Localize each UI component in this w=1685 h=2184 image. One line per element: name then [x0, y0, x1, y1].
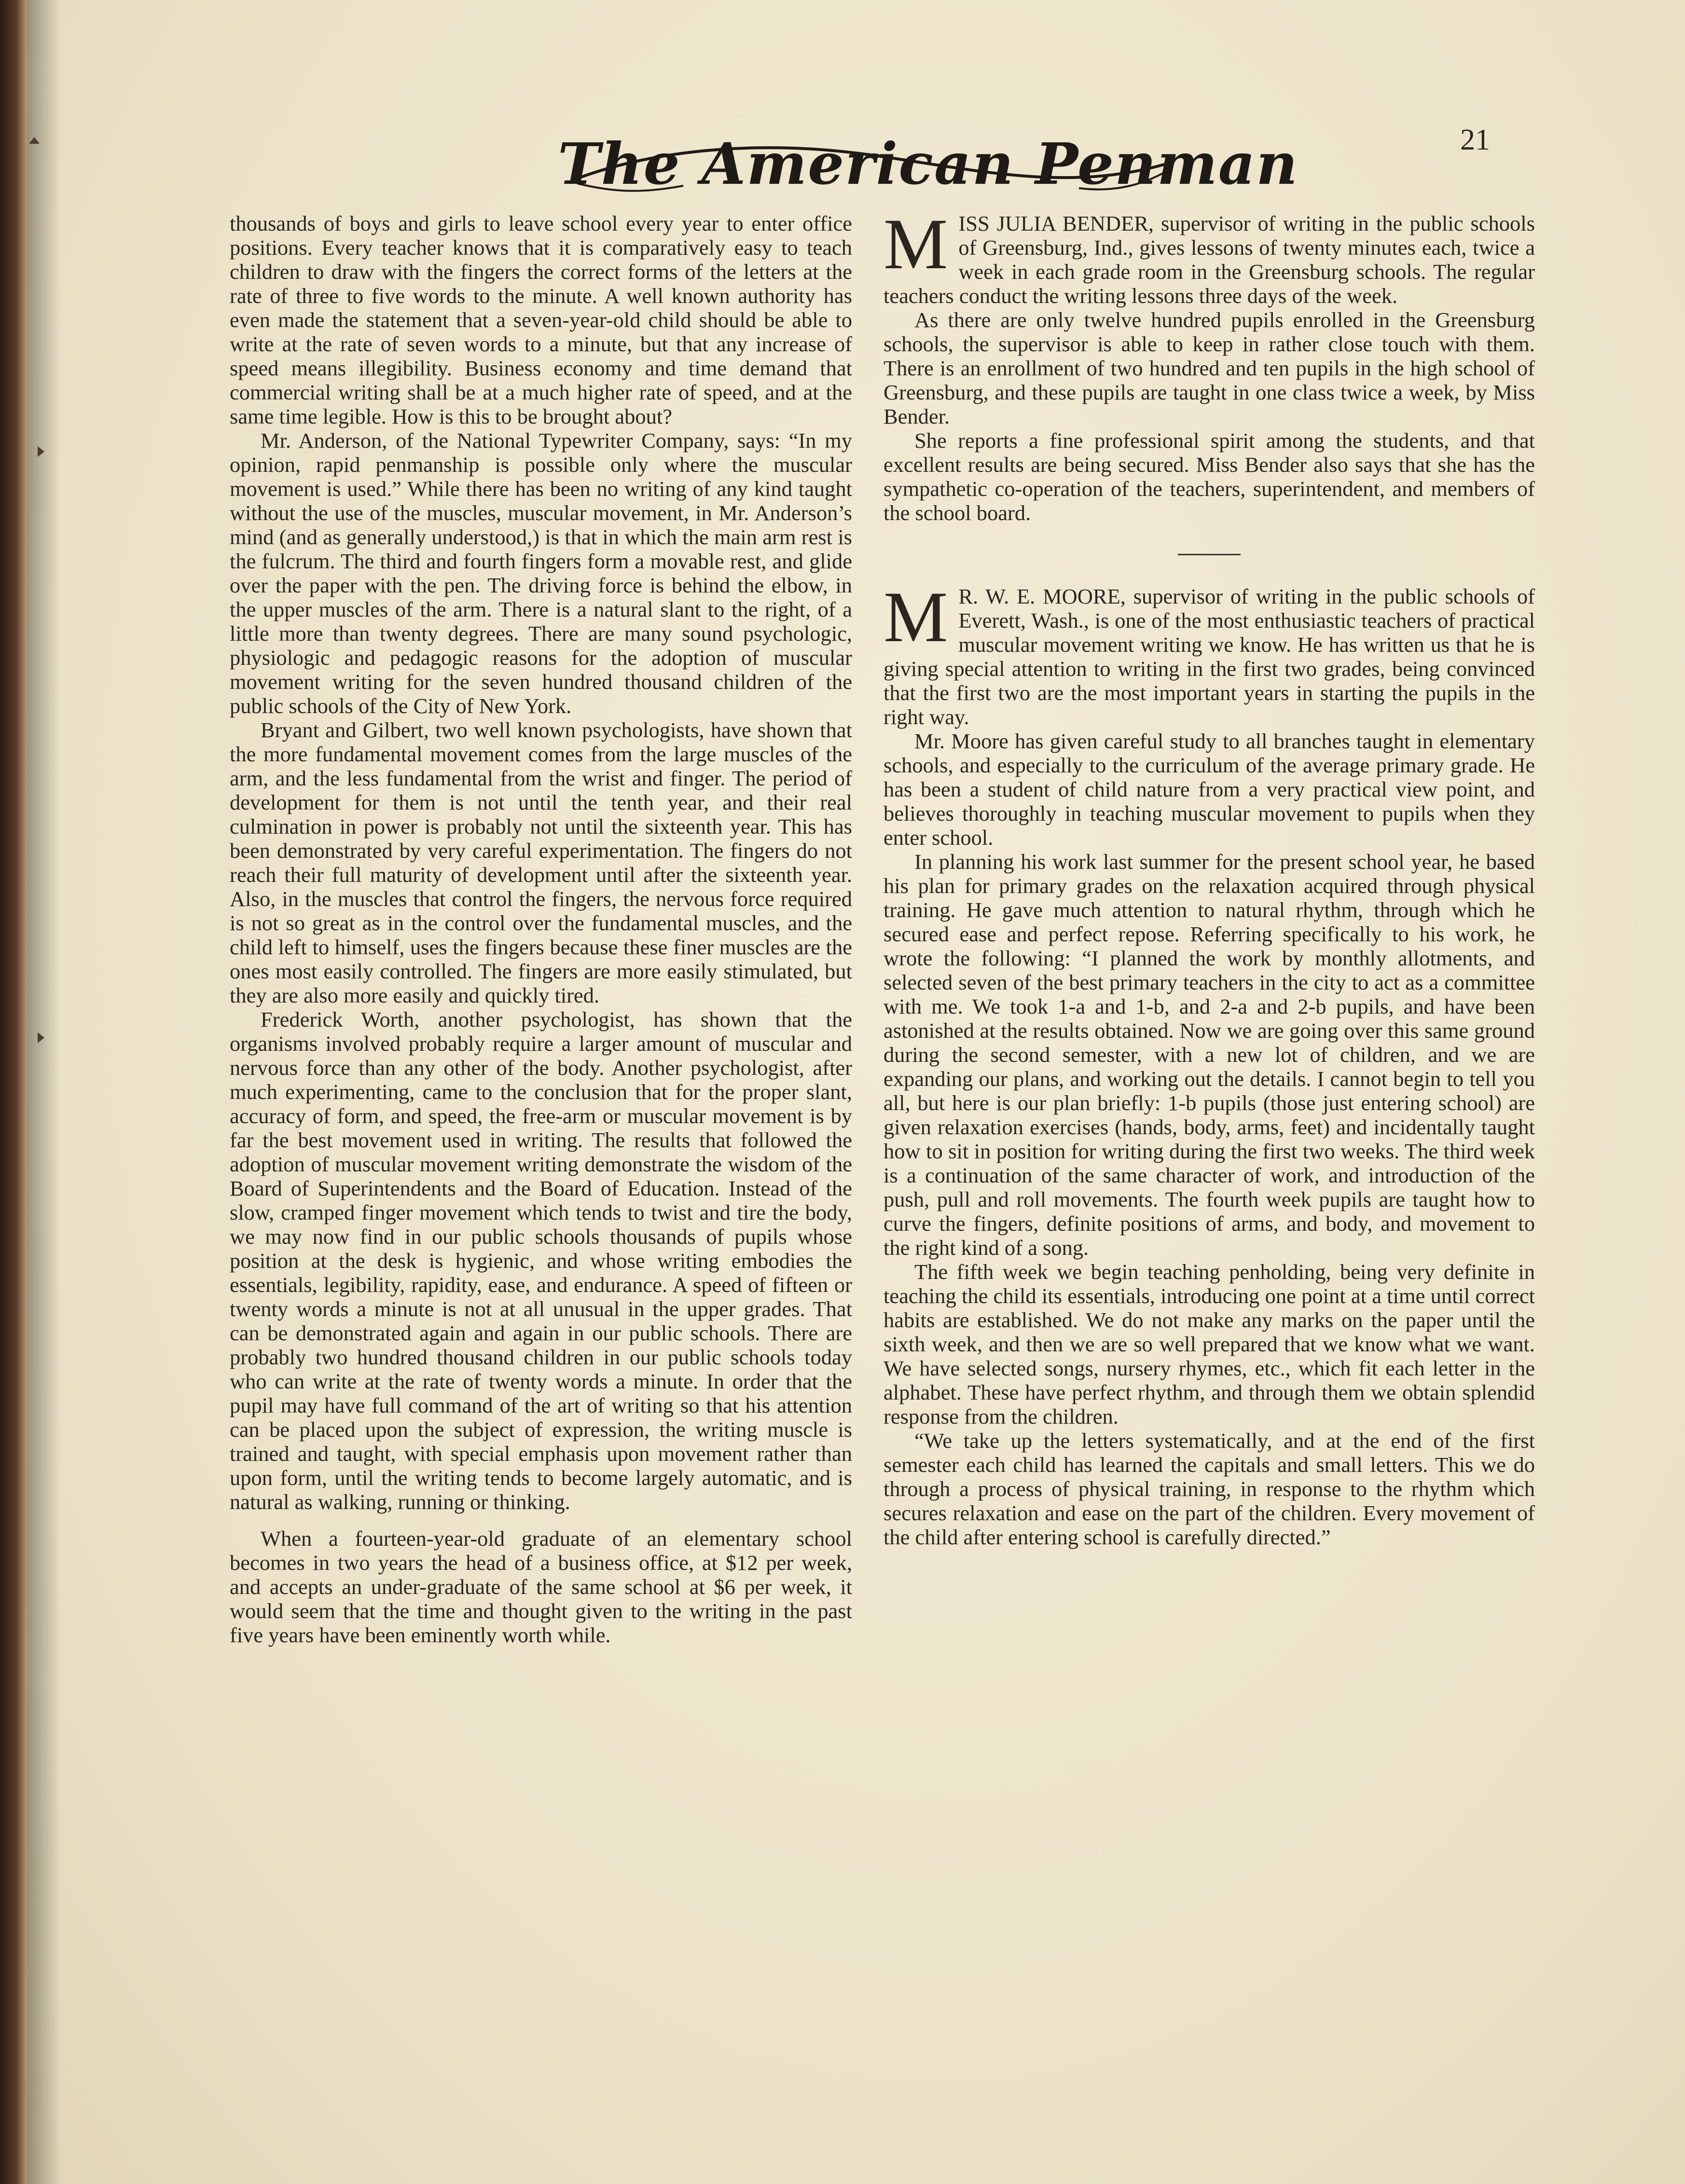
magazine-page: [27, 0, 1685, 2184]
masthead-title: The American Penman: [558, 130, 1298, 197]
masthead-flourish: [558, 121, 1298, 207]
article-moore-lead: [884, 577, 1535, 729]
paragraph: The fifth week we begin teaching penholding, being very definite in teaching the child its essentials, introducing one point at a time until correct habits are established. We do not make any marks on the paper until the sixth week, and then we are so well prepared that we know what we want. We have selected songs, nursery rhymes, etc., which fit each letter in the alphabet. These have perfect rhythm, and through them we obtain splendid response from the children.: [884, 1260, 1535, 1429]
right-column: [884, 204, 1535, 1852]
paragraph: She reports a fine professional spirit among the students, and that excellent results are being secured. Miss Bender also says that she has the sympathetic co-operation of the teachers, superintendent, and members of the school board.: [884, 428, 1535, 525]
paragraph: thousands of boys and girls to leave school every year to enter office positions. Every teacher knows that it is comparatively easy to teach children to draw with the fingers the correct forms of the letters at the rate of three to five words to the minute. A well known authority has even made the statement that a seven-year-old child should be able to write at the rate of seven words to a minute, but that any increase of speed means illegibility. Business economy and time demand that commercial writing shall be at a much higher rate of speed, and at the same time legible. How is this to be brought about?: [230, 211, 852, 428]
paragraph: Mr. Moore has given careful study to all branches taught in elementary schools, and especially to the curriculum of the average primary grade. He has been a student of child nature from a very practical view point, and believes thoroughly in teaching muscular movement to pupils when they enter school.: [884, 729, 1535, 850]
paragraph: Bryant and Gilbert, two well known psychologists, have shown that the more fundamental movement comes from the large muscles of the arm, and the less fundamental from the wrist and finger. The period of development for them is not until the tenth year, and their real culmination in power is probably not until the sixteenth year. This has been demonstrated by very careful experimentation. The fingers do not reach their full maturity of development until after the sixteenth year. Also, in the muscles that control the fingers, the nervous force required is not so great as in the control over the fundamental muscles, and the child left to himself, uses the fingers because these finer muscles are the ones most easily controlled. The fingers are more easily stimulated, but they are also more easily and quickly tired.: [230, 718, 852, 1007]
book-spine: [0, 0, 27, 2184]
gutter-shadow: [27, 0, 61, 2184]
left-column: [230, 211, 852, 1852]
paragraph: As there are only twelve hundred pupils enrolled in the Greensburg schools, the supervisor is able to keep in rather close touch with them. There is an enrollment of two hundred and ten pupils in the high school of Greensburg, and these pupils are taught in one class twice a week, by Miss Bender.: [884, 308, 1535, 428]
page-number: 21: [1460, 124, 1490, 156]
section-divider: [1178, 554, 1241, 555]
masthead: [558, 121, 1298, 207]
paragraph: Frederick Worth, another psychologist, has shown that the organisms involved probably require a larger amount of muscular and nervous force than any other of the body. Another psychologist, after much experimenting, came to the conclusion that for the proper slant, accuracy of form, and speed, the free-arm or muscular movement is by far the best movement used in writing. The results that followed the adoption of muscular movement writing demonstrate the wisdom of the Board of Superintendents and the Board of Education. Instead of the slow, cramped finger movement which tends to twist and tire the body, we may now find in our public schools thousands of pupils whose position at the desk is hygienic, and whose writing embodies the essentials, legibility, rapidity, ease, and endurance. A speed of fifteen or twenty words a minute is not at all unusual in the upper grades. That can be demonstrated again and again in our public schools. There are probably two hundred thousand children in our public schools today who can write at the rate of twenty words a minute. In order that the pupil may have full command of the art of writing so that his attention can be placed upon the subject of expression, the writing muscle is trained and taught, with special emphasis upon movement rather than upon form, until the writing tends to become largely automatic, and is natural as walking, running or thinking.: [230, 1007, 852, 1514]
paragraph: “We take up the letters systematically, and at the end of the first semester each child has learned the capitals and small letters. This we do through a process of physical training, in response to the rhythm which secures relaxation and ease on the part of the children. Every movement of the child after entering school is carefully directed.”: [884, 1429, 1535, 1549]
paragraph: When a fourteen-year-old graduate of an elementary school becomes in two years the head of a business office, at $12 per week, and accepts an under-graduate of the same school at $6 per week, it would seem that the time and thought given to the writing in the past five years have been eminently worth while.: [230, 1526, 852, 1647]
article-bender-lead: [884, 204, 1535, 308]
paragraph: In planning his work last summer for the present school year, he based his plan for primary grades on the relaxation acquired through physical training. He gave much attention to natural rhythm, through which he secured ease and perfect repose. Referring specifically to his work, he wrote the following: “I planned the work by monthly allotments, and selected seven of the best primary teachers in the city to act as a committee with me. We took 1-a and 1-b, and 2-a and 2-b pupils, and have been astonished at the results obtained. Now we are going over this same ground during the second semester, with a new lot of children, and we are expanding our plans, and working out the details. I cannot begin to tell you all, but here is our plan briefly: 1-b pupils (those just entering school) are given relaxation exercises (hands, body, arms, feet) and incidentally taught how to sit in position for writing during the first two weeks. The third week is a continuation of the same character of work, and introduction of the push, pull and roll movements. The fourth week pupils are taught how to curve the fingers, definite positions of arms, and body, and movement to the right kind of a song.: [884, 850, 1535, 1260]
paragraph: Mr. Anderson, of the National Typewriter Company, says: “In my opinion, rapid penmanship is possible only where the muscular movement is used.” While there has been no writing of any kind taught without the use of the muscles, muscular movement, in Mr. Anderson’s mind (and as generally understood,) is that in which the main arm rest is the fulcrum. The third and fourth fingers form a movable rest, and glide over the paper with the pen. The driving force is behind the elbow, in the upper muscles of the arm. There is a natural slant to the right, of a little more than twenty degrees. There are many sound psychologic, physiologic and pedagogic reasons for the adoption of muscular movement writing for the seven hundred thousand children of the public schools of the City of New York.: [230, 428, 852, 718]
drop-cap: M: [884, 577, 948, 657]
lead-text: R. W. E. MOORE, supervisor of writing in the public schools of Everett, Wash., is one of the most enthusiastic teachers of practical muscular movement writing we know. He has written us that he is giving special attention to writing in the first two grades, being convinced that the first two are the most important years in starting the pupils in the right way.: [884, 584, 1535, 729]
drop-cap: M: [884, 204, 948, 284]
lead-text: ISS JULIA BENDER, supervisor of writing in the public schools of Greensburg, Ind., gives lessons of twenty minutes each, twice a week in each grade room in the Greensburg schools. The regular teachers conduct the writing lessons three days of the week.: [884, 211, 1535, 308]
